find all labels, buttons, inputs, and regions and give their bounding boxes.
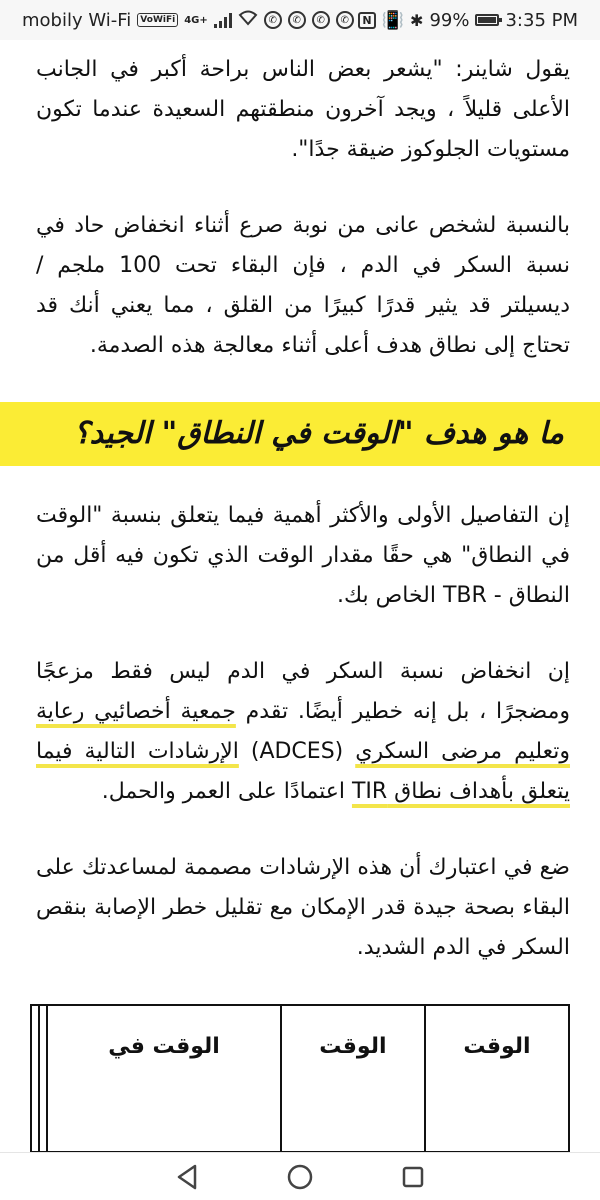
adces-text-1: إن انخفاض نسبة السكر في الدم ليس فقط مزعجًا ومضجرًا ، بل إنه خطير أيضًا. تقدم — [36, 659, 570, 724]
adces-text-3: اعتمادًا على العمر والحمل. — [101, 779, 352, 804]
tir-guidelines-link[interactable]: الإرشادات التالية فيما يتعلق بأهداف نطاق TIR — [36, 739, 570, 804]
paragraph-tbr: إن التفاصيل الأولى والأكثر أهمية فيما يتعلق بنسبة "الوقت في النطاق" هي حقًا مقدار الوقت الذي تكون فيه أقل من النطاق - TBR الخاص بك. — [36, 503, 570, 608]
tir-targets-table — [30, 1004, 570, 1152]
battery-percent: 99% — [429, 9, 470, 31]
table-header-cell — [39, 1005, 47, 1152]
nfc-icon: N — [358, 12, 375, 29]
paragraph-guidelines-note: ضع في اعتبارك أن هذه الإرشادات مصممة لمساعدتك على البقاء بصحة جيدة قدر الإمكان مع تقليل خطر الإصابة بنقص السكر في الدم الشديد. — [36, 855, 570, 960]
whatsapp-icon: ✆ — [264, 11, 282, 29]
adces-text-2: (ADCES) — [238, 739, 356, 764]
back-button[interactable] — [170, 1160, 204, 1194]
whatsapp-icon: ✆ — [312, 11, 330, 29]
home-button[interactable] — [283, 1160, 317, 1194]
section-heading: ما هو هدف "الوقت في النطاق" الجيد؟ — [0, 402, 600, 466]
system-nav-bar — [0, 1152, 600, 1200]
paragraph-quote: يقول شاينر: "يشعر بعض الناس براحة أكبر في الجانب الأعلى قليلاً ، ويجد آخرون منطقتهم السعيدة عندما تكون مستويات الجلوكوز ضيقة جدًا". — [36, 57, 570, 162]
table-header-cell — [31, 1005, 39, 1152]
paragraph-adces — [36, 652, 570, 812]
home-circle-icon — [286, 1163, 314, 1191]
table-header-row — [31, 1005, 569, 1152]
table-header-cell: الوقت في — [47, 1005, 281, 1152]
whatsapp-icon: ✆ — [288, 11, 306, 29]
recents-button[interactable] — [396, 1160, 430, 1194]
signal-icon — [214, 12, 232, 28]
battery-icon — [475, 14, 499, 26]
status-time: 3:35 PM — [505, 9, 578, 31]
table-header-cell: الوقت — [425, 1005, 569, 1152]
status-left — [22, 10, 354, 31]
recents-square-icon — [401, 1165, 425, 1189]
whatsapp-icon: ✆ — [336, 11, 354, 29]
vowifi-badge: VoWiFi — [137, 13, 178, 27]
network-type: 4G+ — [184, 14, 208, 26]
vibrate-icon: 📳 — [381, 9, 405, 31]
bluetooth-icon: ✱ — [410, 10, 424, 30]
paragraph-seizure: بالنسبة لشخص عانى من نوبة صرع أثناء انخفاض حاد في نسبة السكر في الدم ، فإن البقاء تحت 100 ملجم / ديسيلتر قد يثير قدرًا كبيرًا من القلق ، مما يعني أنك قد تحتاج إلى نطاق هدف أعلى أثناء معالجة هذه الصدمة. — [36, 213, 571, 358]
status-bar — [0, 0, 600, 40]
back-triangle-icon — [175, 1164, 199, 1190]
table-header-cell: الوقت — [281, 1005, 425, 1152]
article-content[interactable] — [0, 40, 600, 1152]
carrier-label: mobily Wi-Fi — [22, 9, 132, 31]
status-right — [358, 10, 578, 31]
adces-link[interactable]: جمعية أخصائيي رعاية وتعليم مرضى السكري — [36, 699, 570, 764]
wifi-icon — [238, 10, 258, 31]
